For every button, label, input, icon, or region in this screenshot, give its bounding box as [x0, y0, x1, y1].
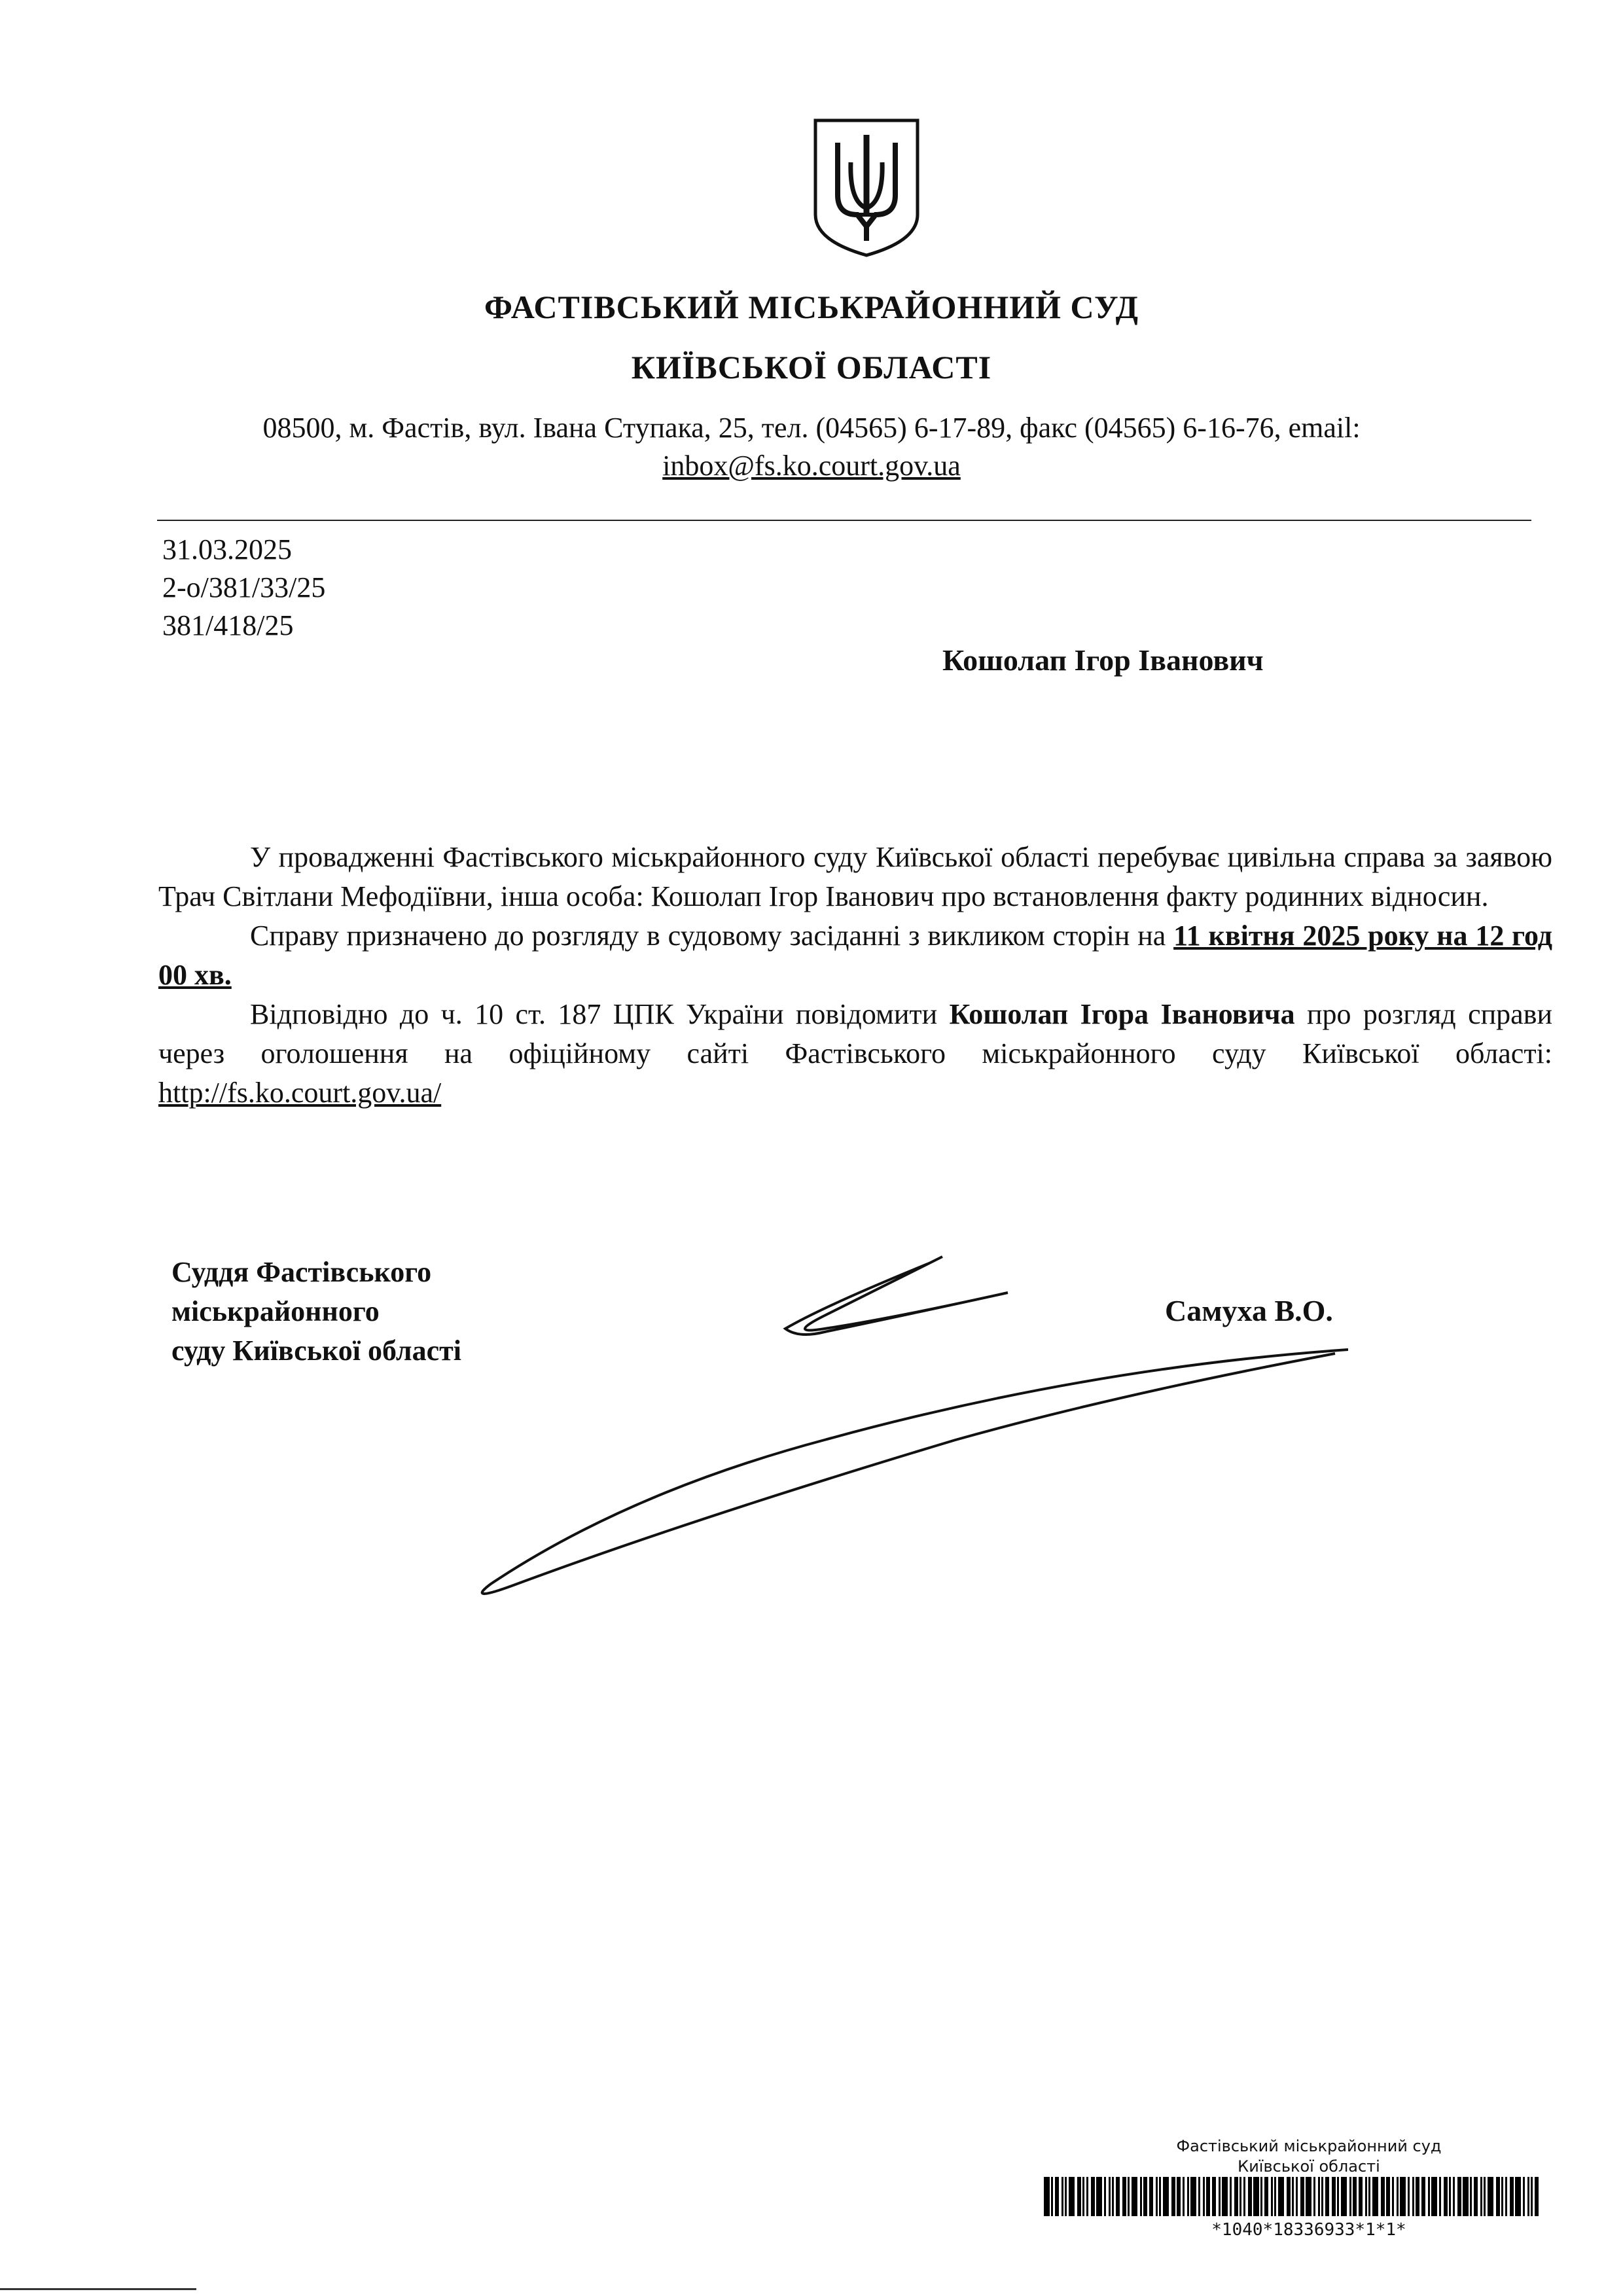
barcode-bar: [1065, 2177, 1067, 2216]
barcode-bar: [1271, 2177, 1273, 2216]
barcode-bar: [1077, 2177, 1081, 2216]
court-address: 08500, м. Фастів, вул. Івана Ступака, 25, тел. (04565) 6-17-89, факс (04565) 6-16-76, email:: [262, 412, 1361, 444]
barcode-bar: [1260, 2177, 1262, 2216]
barcode-bar: [1392, 2177, 1394, 2216]
barcode-bar: [1480, 2177, 1482, 2216]
barcode-bar: [1086, 2177, 1088, 2216]
barcode-bar: [1428, 2177, 1430, 2216]
barcode-bar: [1321, 2177, 1323, 2216]
barcode-bar: [1069, 2177, 1075, 2216]
barcode-bar: [1372, 2177, 1378, 2216]
court-name-line1: ФАСТІВСЬКИЙ МІСЬКРАЙОННИЙ СУД: [484, 289, 1139, 325]
barcode-bar: [1505, 2177, 1507, 2216]
barcode-bar: [1313, 2177, 1315, 2216]
document-date: 31.03.2025: [162, 533, 292, 565]
trident-emblem-icon: [812, 117, 921, 258]
barcode-bar: [1061, 2177, 1063, 2216]
barcode-bar: [1104, 2177, 1106, 2216]
court-email-row: [0, 449, 1623, 482]
judge-title-line1: Суддя Фастівського: [171, 1256, 432, 1288]
barcode-bar: [1096, 2177, 1102, 2216]
barcode-bar: [1408, 2177, 1410, 2216]
court-name-line2: КИЇВСЬКОЇ ОБЛАСТІ: [631, 349, 992, 386]
barcode-bar: [1190, 2177, 1196, 2216]
notice-text-before: Відповідно до ч. 10 ст. 187 ЦПК України повідомити: [250, 998, 950, 1030]
judge-title-line2: міськрайонного: [171, 1295, 380, 1327]
barcode-bar: [1055, 2177, 1059, 2216]
barcode-bar: [1439, 2177, 1441, 2216]
barcode-bar: [1412, 2177, 1414, 2216]
barcode-bar: [1400, 2177, 1406, 2216]
barcode-bar: [1349, 2177, 1351, 2216]
barcode-bar: [1332, 2177, 1336, 2216]
barcode-bar: [1381, 2177, 1385, 2216]
notified-person: Кошолап Ігора Івановича: [949, 998, 1295, 1030]
barcode-bar: [1523, 2177, 1525, 2216]
barcode-bar: [1386, 2177, 1390, 2216]
barcode-bar: [1143, 2177, 1147, 2216]
barcode-bar: [1353, 2177, 1357, 2216]
barcode-bar: [1109, 2177, 1111, 2216]
barcode-bar: [1240, 2177, 1241, 2216]
barcode-bar: [1444, 2177, 1448, 2216]
barcode-bar: [1463, 2177, 1469, 2216]
barcode-bar: [1128, 2177, 1130, 2216]
barcode-bar: [1365, 2177, 1367, 2216]
barcode-bar: [1156, 2177, 1158, 2216]
barcode-bar: [1230, 2177, 1232, 2216]
barcode-bar: [1116, 2177, 1120, 2216]
barcode-bar: [1300, 2177, 1304, 2216]
paragraph-case-info: У провадженні Фастівського міськрайонного суду Київської області перебуває цивільна справа за заявою Трач Світлани Мефодіївни, інша особа: Кошолап Ігор Іванович про встановлення факту родинних відносин.: [158, 841, 1552, 912]
barcode-bar: [1171, 2177, 1175, 2216]
barcode-bar: [1488, 2177, 1493, 2216]
barcode-bar: [1527, 2177, 1529, 2216]
barcode-bar: [1187, 2177, 1189, 2216]
hearing-text: Справу призначено до розгляду в судовому засіданні з викликом сторін на: [250, 920, 1174, 952]
proceeding-number: 381/418/25: [162, 609, 294, 641]
barcode-bar: [1198, 2177, 1200, 2216]
barcode-bar: [1248, 2177, 1252, 2216]
barcode-bar: [1183, 2177, 1185, 2216]
stamp-court-name: Фастівський міськрайонний суд: [1176, 2137, 1442, 2155]
hearing-date: 11 квітня 2025 року на 12 год 00 хв.: [158, 920, 1553, 991]
barcode-bar: [1149, 2177, 1153, 2216]
barcode-bar: [1515, 2177, 1521, 2216]
barcode-bar: [1535, 2177, 1539, 2216]
barcode-bar: [1122, 2177, 1126, 2216]
stamp-region: Київської області: [1238, 2157, 1380, 2176]
barcode-bar: [1531, 2177, 1533, 2216]
barcode-bar: [1212, 2177, 1216, 2216]
barcode-bar: [1243, 2177, 1245, 2216]
barcode-bar: [1416, 2177, 1419, 2216]
page-bottom-line: [0, 2288, 196, 2290]
barcode-bar: [1132, 2177, 1137, 2216]
barcode-bar: [1341, 2177, 1347, 2216]
barcode-bar: [1449, 2177, 1451, 2216]
barcode-bar: [1219, 2177, 1221, 2216]
barcode-bar: [1453, 2177, 1455, 2216]
barcode-bar: [1082, 2177, 1084, 2216]
barcode-bar: [1203, 2177, 1205, 2216]
barcode-bar: [1206, 2177, 1210, 2216]
barcode-bar: [1431, 2177, 1437, 2216]
court-website-link[interactable]: http://fs.ko.court.gov.ua/: [158, 1077, 442, 1109]
barcode-bar: [1306, 2177, 1311, 2216]
barcode-bar: [1470, 2177, 1472, 2216]
barcode-bar: [1484, 2177, 1486, 2216]
case-number: 2-о/381/33/25: [162, 571, 326, 603]
judge-title-line3: суду Київської області: [171, 1335, 461, 1367]
barcode-bar: [1234, 2177, 1238, 2216]
barcode-bar: [1368, 2177, 1370, 2216]
barcode-bar: [1177, 2177, 1181, 2216]
barcode-bar: [1337, 2177, 1339, 2216]
barcode-bar: [1421, 2177, 1425, 2216]
letter-body: [158, 838, 1552, 1113]
notice-text-after: про розгляд справи через оголошення на офіційному сайті Фастівського міськрайонного суду Київської області:: [158, 998, 1552, 1069]
barcode-bar: [1501, 2177, 1503, 2216]
barcode-bar: [1296, 2177, 1298, 2216]
barcode-bar: [1091, 2177, 1095, 2216]
barcode-bar: [1112, 2177, 1114, 2216]
barcode-number: *1040*18336933*1*1*: [1211, 2220, 1406, 2240]
barcode-bar: [1051, 2177, 1053, 2216]
barcode-bar: [1496, 2177, 1500, 2216]
barcode-icon: [1044, 2177, 1548, 2216]
header-divider: [157, 520, 1531, 521]
barcode-bar: [1318, 2177, 1320, 2216]
court-email-link[interactable]: inbox@fs.ko.court.gov.ua: [662, 450, 961, 482]
barcode-bar: [1274, 2177, 1276, 2216]
barcode-bar: [1222, 2177, 1228, 2216]
paragraph-notice: [158, 995, 1552, 1113]
barcode-bar: [1359, 2177, 1363, 2216]
barcode-bar: [1253, 2177, 1259, 2216]
barcode-bar: [1163, 2177, 1169, 2216]
paragraph-hearing: [158, 916, 1552, 995]
barcode-bar: [1292, 2177, 1294, 2216]
barcode-bar: [1325, 2177, 1329, 2216]
barcode-bar: [1397, 2177, 1399, 2216]
barcode-bar: [1474, 2177, 1478, 2216]
barcode-bar: [1159, 2177, 1161, 2216]
barcode-bar: [1510, 2177, 1514, 2216]
recipient-name: Кошолап Ігор Іванович: [942, 643, 1264, 677]
barcode-bar: [1044, 2177, 1050, 2216]
barcode-bar: [1140, 2177, 1142, 2216]
barcode-bar: [1278, 2177, 1284, 2216]
judge-name: Самуха В.О.: [1165, 1294, 1333, 1327]
barcode-bar: [1287, 2177, 1291, 2216]
barcode-bar: [1457, 2177, 1461, 2216]
barcode-bar: [1264, 2177, 1268, 2216]
